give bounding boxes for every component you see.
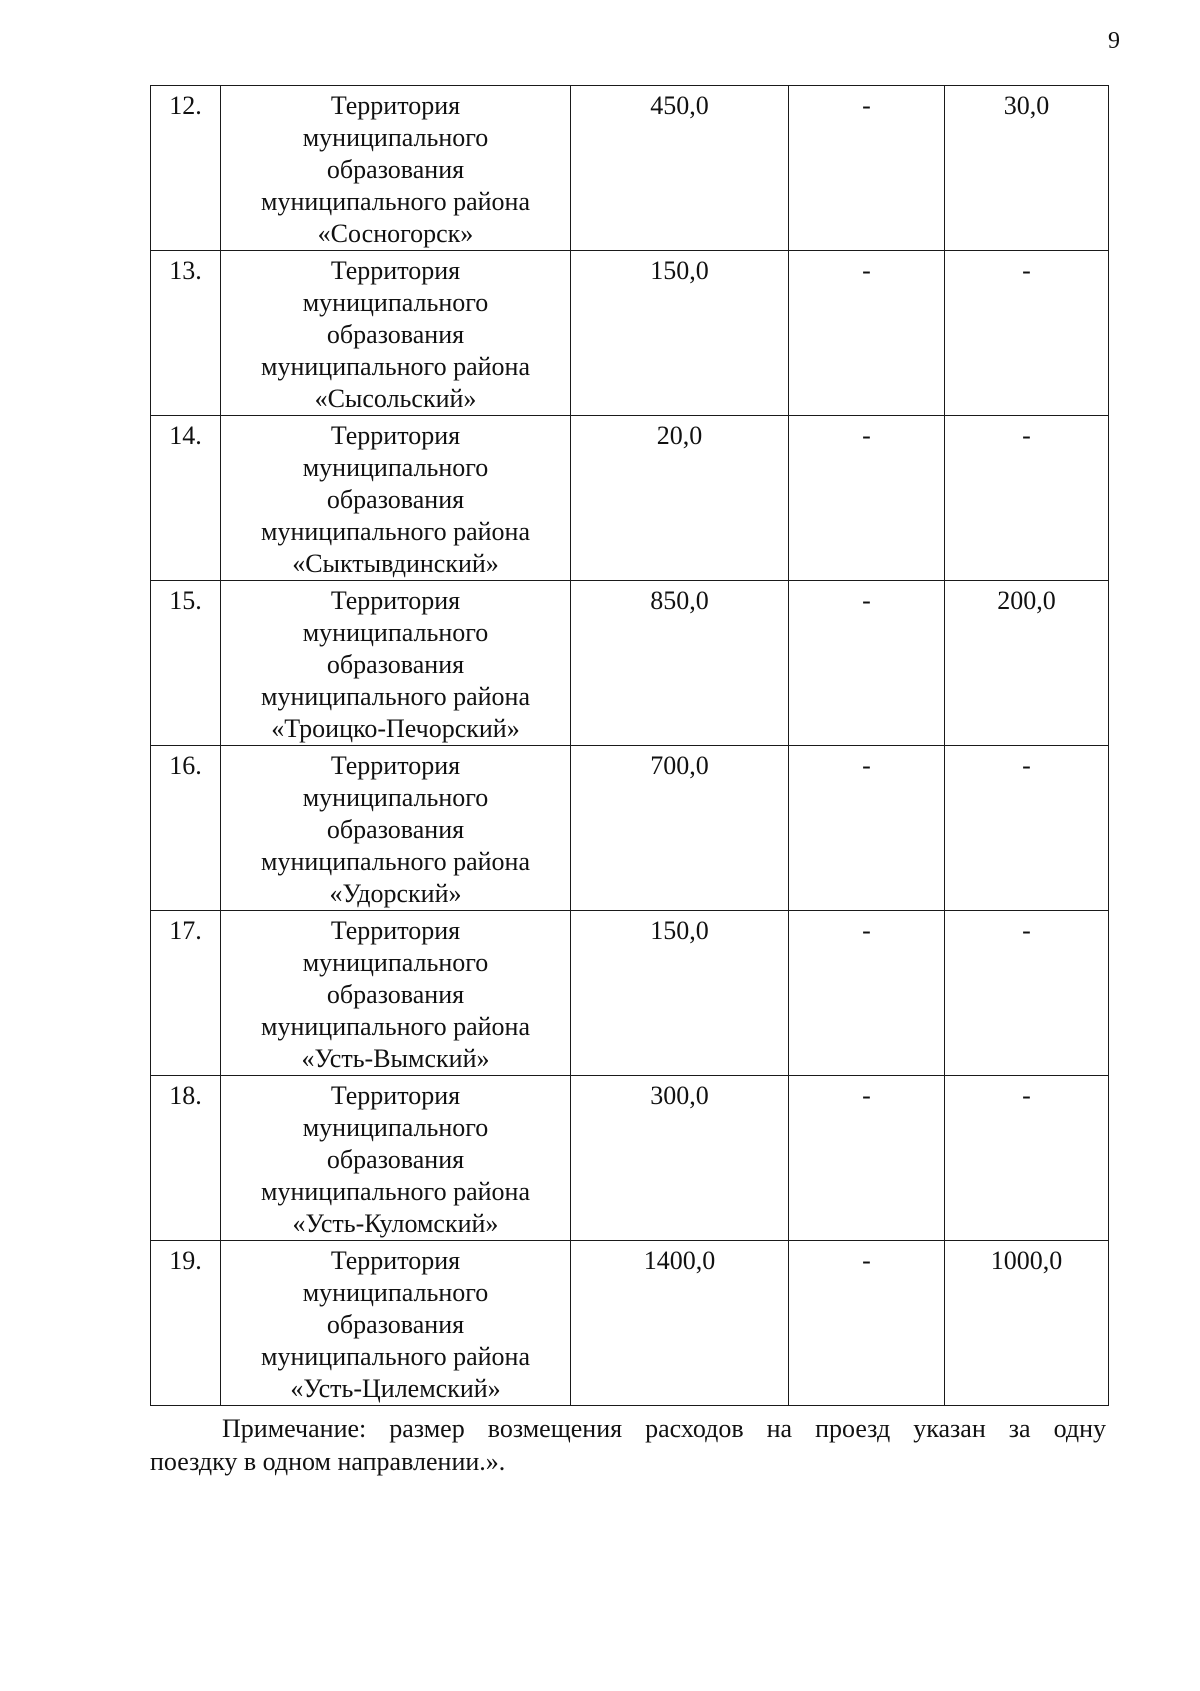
territory-name-line: Территория <box>330 586 461 615</box>
value-cell-2: - <box>789 251 945 416</box>
territory-name-line: муниципального <box>302 453 489 482</box>
territory-name-line: образования <box>326 1145 465 1174</box>
territory-name-line: «Троицко-Печорский» <box>271 714 520 743</box>
territory-name <box>221 86 571 251</box>
row-number: 18. <box>151 1076 221 1241</box>
territory-name-line: «Усть-Куломский» <box>292 1209 499 1238</box>
territory-name-line: муниципального района <box>261 352 530 381</box>
territory-name-line: муниципального <box>302 618 489 647</box>
territory-name-line: «Усть-Цилемский» <box>290 1374 501 1403</box>
value-cell-3: 1000,0 <box>945 1241 1109 1406</box>
territory-name-line: Территория <box>330 91 461 120</box>
territory-name-line: образования <box>326 155 465 184</box>
territory-name-line: муниципального района <box>261 187 530 216</box>
value-cell-2: - <box>789 1076 945 1241</box>
territory-name-line: Территория <box>330 751 461 780</box>
territory-name <box>221 746 571 911</box>
territory-name-line: «Усть-Вымский» <box>301 1044 490 1073</box>
row-number: 12. <box>151 86 221 251</box>
territory-name-line: Территория <box>330 916 461 945</box>
value-cell-3: - <box>945 911 1109 1076</box>
value-cell-1: 850,0 <box>571 581 789 746</box>
value-cell-1: 150,0 <box>571 251 789 416</box>
territory-name-line: муниципального <box>302 783 489 812</box>
table-row <box>151 911 1109 1076</box>
row-number: 14. <box>151 416 221 581</box>
territory-name-line: муниципального <box>302 288 489 317</box>
row-number: 19. <box>151 1241 221 1406</box>
value-cell-2: - <box>789 1241 945 1406</box>
territory-name <box>221 1076 571 1241</box>
territory-name-line: муниципального района <box>261 1342 530 1371</box>
table-row <box>151 1076 1109 1241</box>
row-number: 17. <box>151 911 221 1076</box>
territory-name-line: муниципального района <box>261 517 530 546</box>
value-cell-3: - <box>945 746 1109 911</box>
table-row <box>151 1241 1109 1406</box>
value-cell-3: - <box>945 416 1109 581</box>
territory-name <box>221 911 571 1076</box>
value-cell-2: - <box>789 416 945 581</box>
footnote-line-2: поездку в одном направлении.». <box>150 1447 506 1476</box>
territory-name-line: образования <box>326 980 465 1009</box>
value-cell-1: 20,0 <box>571 416 789 581</box>
territory-name-line: Территория <box>330 1081 461 1110</box>
footnote <box>150 1412 1106 1478</box>
value-cell-2: - <box>789 581 945 746</box>
territory-name-line: «Сыктывдинский» <box>292 549 499 578</box>
value-cell-1: 150,0 <box>571 911 789 1076</box>
row-number: 16. <box>151 746 221 911</box>
territory-name-line: муниципального <box>302 1278 489 1307</box>
territory-name <box>221 1241 571 1406</box>
value-cell-1: 700,0 <box>571 746 789 911</box>
territory-name <box>221 416 571 581</box>
territory-name-line: муниципального района <box>261 1177 530 1206</box>
table-row <box>151 581 1109 746</box>
value-cell-3: - <box>945 251 1109 416</box>
value-cell-1: 450,0 <box>571 86 789 251</box>
territory-name-line: образования <box>326 650 465 679</box>
compensation-table <box>150 85 1109 1406</box>
territory-name-line: муниципального <box>302 948 489 977</box>
territory-name-line: Территория <box>330 1246 461 1275</box>
territory-name-line: «Удорский» <box>329 879 462 908</box>
value-cell-2: - <box>789 911 945 1076</box>
territory-name-line: муниципального <box>302 123 489 152</box>
table-row <box>151 251 1109 416</box>
territory-name-line: муниципального района <box>261 682 530 711</box>
territory-name-line: «Сысольский» <box>314 384 477 413</box>
territory-name-line: образования <box>326 320 465 349</box>
value-cell-3: 200,0 <box>945 581 1109 746</box>
table-body <box>151 86 1109 1406</box>
territory-name-line: муниципального <box>302 1113 489 1142</box>
table-row <box>151 86 1109 251</box>
value-cell-2: - <box>789 86 945 251</box>
row-number: 13. <box>151 251 221 416</box>
territory-name-line: образования <box>326 485 465 514</box>
row-number: 15. <box>151 581 221 746</box>
territory-name-line: Территория <box>330 256 461 285</box>
territory-name-line: образования <box>326 815 465 844</box>
footnote-line-1: Примечание: размер возмещения расходов на проезд указан за одну <box>222 1414 1106 1443</box>
value-cell-2: - <box>789 746 945 911</box>
territory-name-line: муниципального района <box>261 1012 530 1041</box>
territory-name-line: Территория <box>330 421 461 450</box>
value-cell-1: 300,0 <box>571 1076 789 1241</box>
territory-name <box>221 581 571 746</box>
value-cell-1: 1400,0 <box>571 1241 789 1406</box>
value-cell-3: 30,0 <box>945 86 1109 251</box>
territory-name-line: образования <box>326 1310 465 1339</box>
territory-name-line: муниципального района <box>261 847 530 876</box>
table-row <box>151 416 1109 581</box>
table-row <box>151 746 1109 911</box>
value-cell-3: - <box>945 1076 1109 1241</box>
page-number: 9 <box>1108 28 1120 54</box>
territory-name <box>221 251 571 416</box>
territory-name-line: «Сосногорск» <box>317 219 474 248</box>
